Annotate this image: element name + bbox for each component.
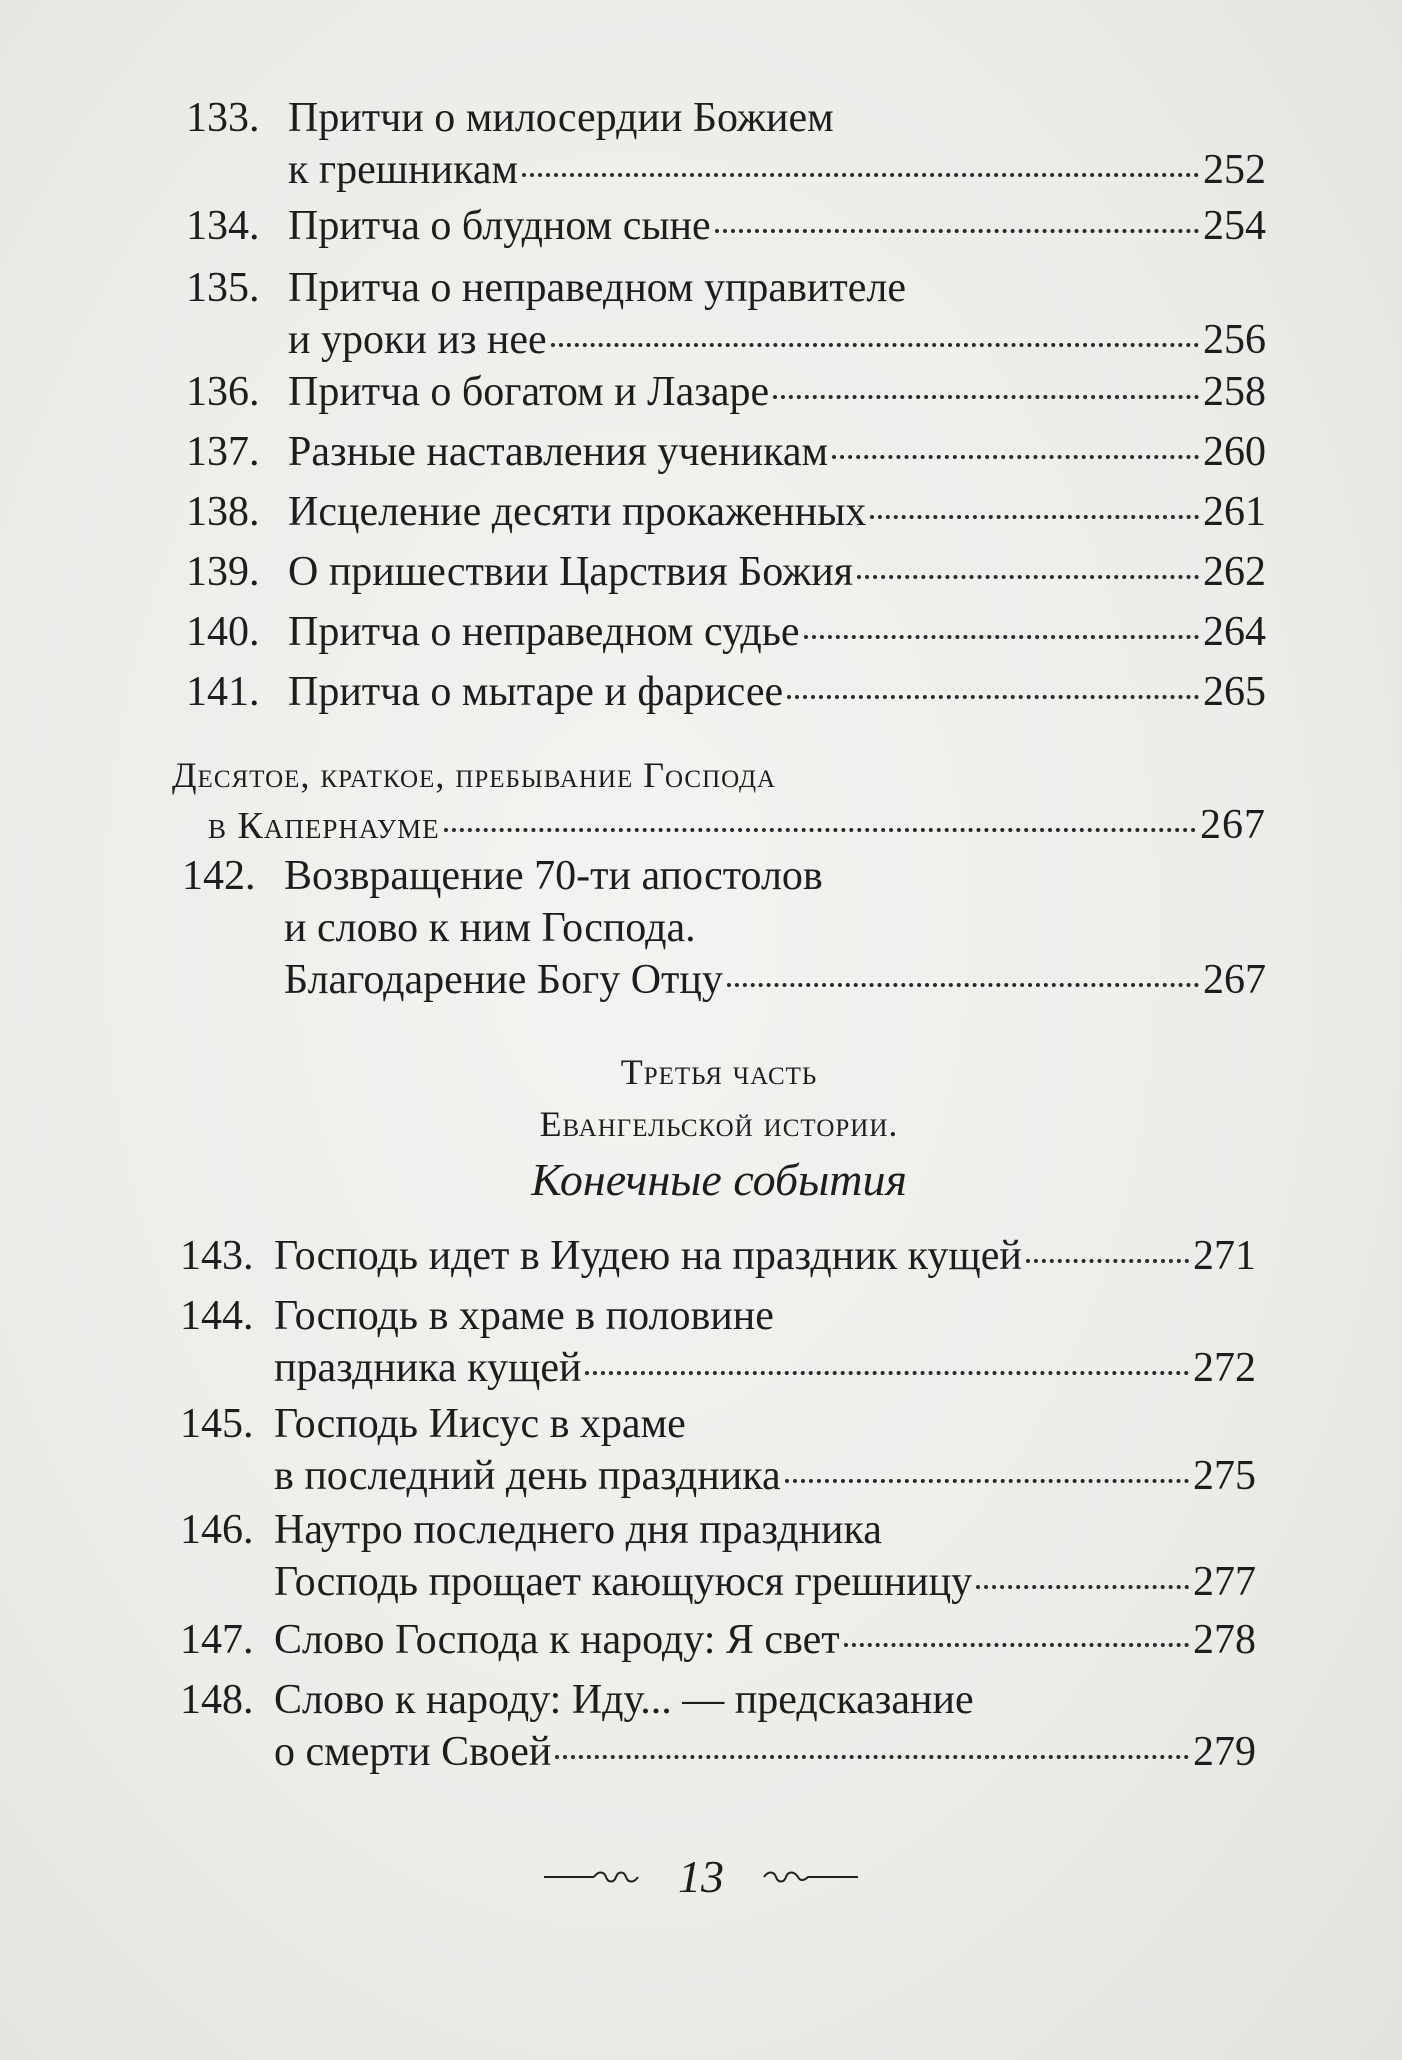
entry-title: Господь идет в Иудею на праздник кущей xyxy=(274,1233,1022,1279)
toc-entry-140 xyxy=(186,606,1266,658)
leader-dots xyxy=(804,635,1199,639)
entry-number: 140. xyxy=(186,609,260,655)
entry-page: 275 xyxy=(1193,1453,1256,1499)
entry-page: 277 xyxy=(1193,1559,1256,1605)
entry-number: 141. xyxy=(186,669,260,715)
entry-title: Притча о блудном сыне xyxy=(288,203,711,249)
page-footer xyxy=(0,1850,1402,1903)
leader-dots xyxy=(585,1371,1189,1375)
entry-page: 258 xyxy=(1203,369,1266,415)
entry-title: Притча о неправедном судье xyxy=(288,609,800,655)
section-page: 267 xyxy=(1200,802,1266,848)
leader-dots xyxy=(522,173,1199,177)
entry-page: 267 xyxy=(1203,957,1266,1003)
toc-entry-147 xyxy=(180,1614,1256,1666)
toc-entry-145 xyxy=(180,1398,1256,1502)
toc-entry-146 xyxy=(180,1504,1256,1608)
entry-page: 254 xyxy=(1203,203,1266,249)
entry-number: 147. xyxy=(180,1617,254,1663)
entry-page: 252 xyxy=(1203,147,1266,193)
toc-entry-134 xyxy=(186,200,1266,252)
entry-title: Слово к народу: Иду... — предсказание xyxy=(274,1677,974,1723)
toc-entry-148 xyxy=(180,1674,1256,1778)
leader-dots xyxy=(785,1479,1189,1483)
entry-title: Притча о богатом и Лазаре xyxy=(288,369,770,415)
toc-entry-142 xyxy=(182,850,1266,1006)
entry-number: 139. xyxy=(186,549,260,595)
leader-dots xyxy=(551,343,1199,347)
toc-entry-136 xyxy=(186,366,1266,418)
entry-number: 134. xyxy=(186,203,260,249)
toc-entry-135 xyxy=(186,262,1266,366)
leader-dots xyxy=(727,983,1199,987)
section-title: Десятое, краткое, пребывание Господа xyxy=(172,755,777,795)
entry-title: Господь в храме в половине xyxy=(274,1293,774,1339)
entry-page: 264 xyxy=(1203,609,1266,655)
entry-title: Притчи о милосердии Божием xyxy=(288,95,834,141)
toc-entry-137 xyxy=(186,426,1266,478)
entry-title-cont: Благодарение Богу Отцу xyxy=(284,957,723,1003)
entry-title-cont: и уроки из нее xyxy=(288,317,547,363)
entry-title-cont: праздника кущей xyxy=(274,1345,582,1391)
part-label: Третья часть xyxy=(620,1052,818,1092)
right-ornament-icon xyxy=(760,1867,860,1887)
entry-page: 272 xyxy=(1193,1345,1256,1391)
entry-title: Слово Господа к народу: Я свет xyxy=(274,1617,840,1663)
entry-title: О пришествии Царствия Божия xyxy=(288,549,854,595)
leader-dots xyxy=(976,1585,1189,1589)
entry-page: 278 xyxy=(1193,1617,1256,1663)
entry-number: 146. xyxy=(180,1507,254,1553)
part-title: Конечные события xyxy=(531,1154,907,1205)
entry-title: Возвращение 70-ти апостолов xyxy=(284,853,823,899)
entry-number: 144. xyxy=(180,1293,254,1339)
entry-title-cont: и слово к ним Господа. xyxy=(284,905,696,951)
leader-dots xyxy=(773,395,1199,399)
entry-page: 256 xyxy=(1203,317,1266,363)
part-subtitle: Евангельской истории. xyxy=(539,1104,899,1144)
toc-entry-141 xyxy=(186,666,1266,718)
leader-dots xyxy=(444,828,1196,832)
entry-title: Разные наставления ученикам xyxy=(288,429,829,475)
toc-entry-143 xyxy=(180,1230,1256,1282)
entry-title: Притча о неправедном управителе xyxy=(288,265,906,311)
entry-number: 145. xyxy=(180,1401,254,1447)
entry-number: 143. xyxy=(180,1233,254,1279)
toc-entry-144 xyxy=(180,1290,1256,1394)
leader-dots xyxy=(870,515,1199,519)
toc-section-capernaum xyxy=(172,750,1266,851)
entry-title: Притча о мытаре и фарисее xyxy=(288,669,784,715)
entry-title-cont: к грешникам xyxy=(288,147,519,193)
leader-dots xyxy=(1026,1259,1189,1263)
entry-number: 133. xyxy=(186,95,260,141)
entry-number: 137. xyxy=(186,429,260,475)
entry-title: Наутро последнего дня праздника xyxy=(274,1507,882,1553)
entry-number: 135. xyxy=(186,265,260,311)
toc-entry-139 xyxy=(186,546,1266,598)
leader-dots xyxy=(832,455,1199,459)
entry-number: 138. xyxy=(186,489,260,535)
section-title-cont: в Капернауме xyxy=(208,805,440,847)
entry-page: 261 xyxy=(1203,489,1266,535)
entry-title-cont: о смерти Своей xyxy=(274,1729,552,1775)
entry-page: 262 xyxy=(1203,549,1266,595)
toc-entry-133 xyxy=(186,92,1266,196)
entry-number: 142. xyxy=(182,853,256,899)
leader-dots xyxy=(787,695,1199,699)
entry-page: 260 xyxy=(1203,429,1266,475)
entry-page: 279 xyxy=(1193,1729,1256,1775)
entry-title-cont: в последний день праздника xyxy=(274,1453,781,1499)
leader-dots xyxy=(844,1643,1189,1647)
page-number: 13 xyxy=(678,1851,724,1902)
entry-title-cont: Господь прощает кающуюся грешницу xyxy=(274,1559,973,1605)
entry-title: Господь Иисус в храме xyxy=(274,1401,686,1447)
entry-number: 136. xyxy=(186,369,260,415)
entry-title: Исцеление десяти прокаженных xyxy=(288,489,867,535)
entry-number: 148. xyxy=(180,1677,254,1723)
part-heading xyxy=(172,1046,1266,1210)
entry-page: 265 xyxy=(1203,669,1266,715)
left-ornament-icon xyxy=(542,1867,642,1887)
leader-dots xyxy=(857,575,1199,579)
leader-dots xyxy=(555,1755,1189,1759)
leader-dots xyxy=(715,229,1199,233)
entry-page: 271 xyxy=(1193,1233,1256,1279)
toc-entry-138 xyxy=(186,486,1266,538)
